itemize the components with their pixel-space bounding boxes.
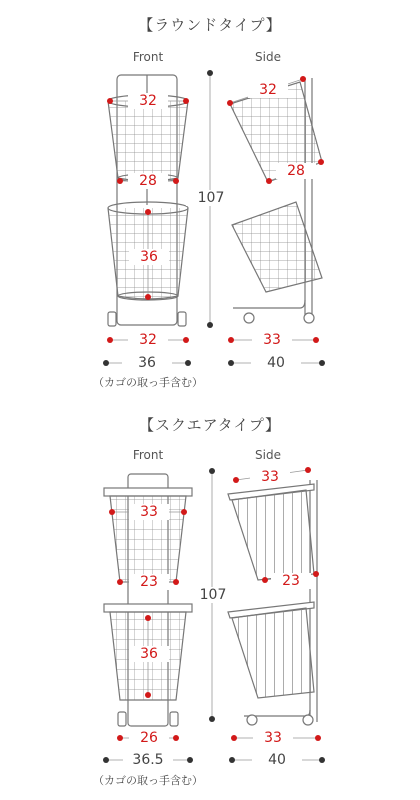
round-side-bottom-width: 28	[276, 163, 316, 179]
round-handle-note: （カゴの取っ手含む）	[93, 376, 203, 389]
square-type-title: 【スクエアタイプ】	[138, 416, 282, 434]
round-front-top-width: 32	[128, 93, 168, 109]
square-front-label: Front	[132, 448, 164, 462]
square-front-lower-height: 36	[129, 646, 169, 662]
round-side-drawing	[230, 78, 322, 323]
square-front-top-width: 33	[129, 504, 169, 520]
round-side-base-width: 33	[252, 332, 292, 348]
square-side-top-width: 33	[250, 469, 290, 485]
round-height: 107	[186, 190, 236, 206]
square-front-base-width: 26	[129, 730, 169, 746]
round-side-top-width: 32	[248, 82, 288, 98]
square-handle-note: （カゴの取っ手含む）	[93, 774, 203, 787]
round-front-lower-height: 36	[129, 249, 169, 265]
round-front-bottom-width: 28	[128, 173, 168, 189]
square-side-total-depth: 40	[252, 752, 302, 768]
square-side-base-width: 33	[253, 730, 293, 746]
square-height: 107	[188, 587, 238, 603]
square-front-total-width: 36.5	[123, 752, 173, 768]
round-type-title: 【ラウンドタイプ】	[138, 16, 282, 34]
square-side-bottom-width: 23	[271, 573, 311, 589]
round-side-label: Side	[255, 50, 281, 64]
round-side-total-depth: 40	[251, 355, 301, 371]
round-front-base-width: 32	[128, 332, 168, 348]
round-front-label: Front	[132, 50, 164, 64]
square-side-label: Side	[255, 448, 281, 462]
round-front-total-width: 36	[122, 355, 172, 371]
square-front-bottom-width: 23	[129, 574, 169, 590]
square-side-drawing	[228, 480, 317, 725]
